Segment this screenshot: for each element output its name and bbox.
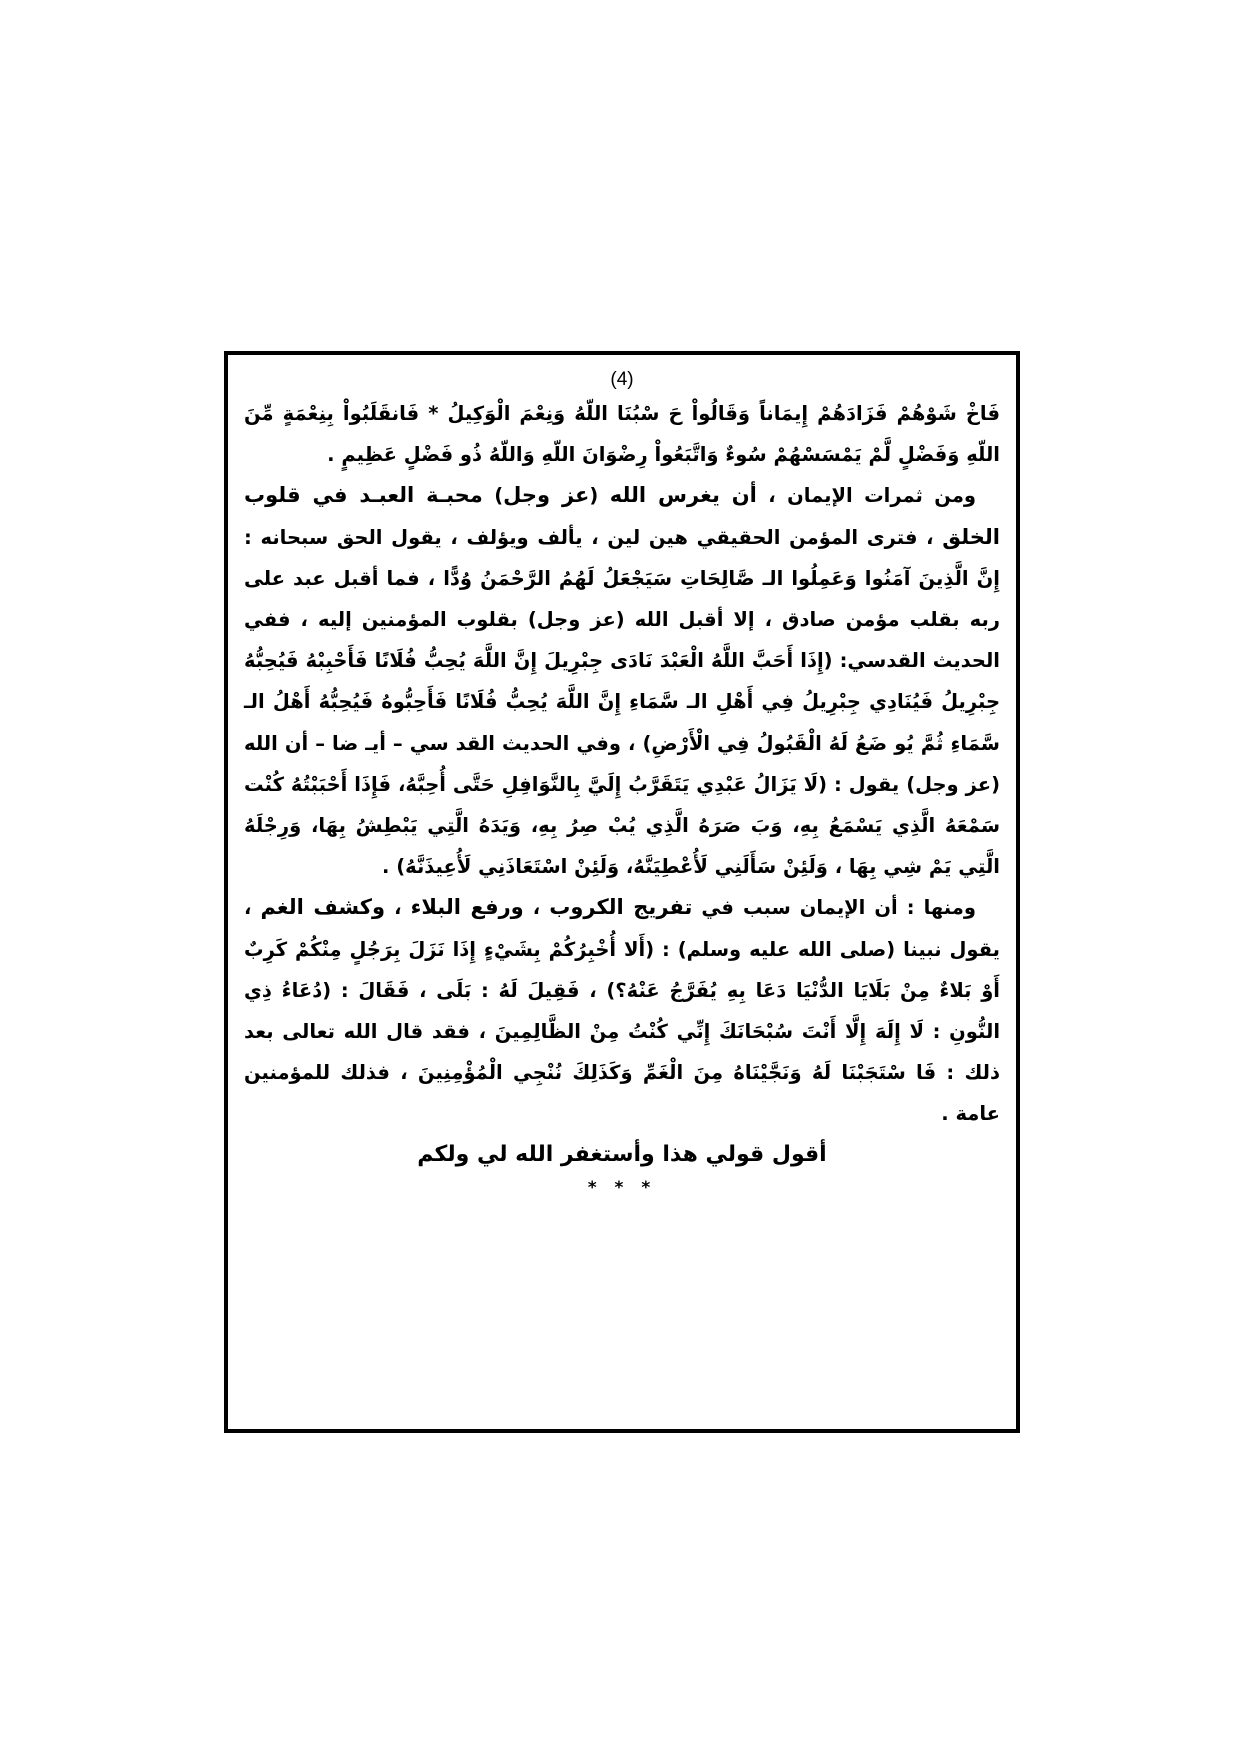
paragraph-text: ، — [523, 896, 550, 920]
highlight-phrase: ورفع البلاء — [410, 895, 524, 920]
paragraph-text: ، يقول نبينا (صلى الله عليه وسلم) : (أَلا أُخْبِرُكُمْ بِشَيْءٍ إِذَا نَزَلَ بِرَجُلٍ مِنْكُمْ كَرِبٌ أَوْ بَلاءٌ مِنْ بَلَايَا الدُّنْيَا دَعَا بِهِ يُفَرَّجُ عَنْهُ؟) ، فَقِيلَ لَهُ : بَلَى ، فَقَالَ : (دُعَاءُ ذِي النُّونِ : لَا إِلَهَ إِلَّا أَنْتَ سُبْحَانَكَ إِنِّي كُنْتُ مِنْ الظَّالِمِينَ ، فقد قال الله تعالى بعد ذلك : فَا سْتَجَبْنَا لَهُ وَنَجَّيْنَاهُ مِنَ الْغَمِّ وَكَذَلِكَ نُنْجِي الْمُؤْمِنِينَ ، فذلك للمؤمنين عامة . — [244, 896, 1000, 1126]
highlight-phrase: محبـة العبـد في قلوب الخلق — [244, 483, 1000, 549]
relief-paragraph — [244, 887, 1000, 1134]
closing-line: أقول قولي هذا وأستغفر الله لي ولكم — [417, 1141, 827, 1167]
page-number: (4) — [610, 369, 634, 390]
paragraph-text: ومنها : أن الإيمان سبب في — [692, 896, 976, 920]
highlight-phrase: أن يغرس الله — [609, 483, 757, 508]
page-frame — [224, 351, 1020, 1433]
paragraph-text: ( — [589, 484, 610, 508]
paragraph-text: ) — [482, 484, 504, 508]
paragraph-text: ، فترى المؤمن الحقيقي هين لين ، يألف ويؤلف ، يقول الحق سبحانه : إِنَّ الَّذِينَ آمَنُوا وَعَمِلُوا الـ صَّالِحَاتِ سَيَجْعَلُ لَهُمُ الرَّحْمَنُ وُدًّا ، فما أقبل عبد على ربه بقلب مؤمن صادق ، إلا أقبل الله (عز وجل) بقلوب المؤمنين إليه ، ففي الحديث القدسي: (إِذَا أَحَبَّ اللَّهُ الْعَبْدَ نَادَى جِبْرِيلَ إِنَّ اللَّهَ يُحِبُّ فُلَانًا فَأَحْبِبْهُ فَيُحِبُّهُ جِبْرِيلُ فَيُنَادِي جِبْرِيلُ فِي أَهْلِ الـ سَّمَاءِ إِنَّ اللَّهَ يُحِبُّ فُلَانًا فَأَحِبُّوهُ فَيُحِبُّهُ أَهْلُ الـ سَّمَاءِ ثُمَّ يُو ضَعُ لَهُ الْقَبُولُ فِي الْأَرْضِ) ، وفي الحديث القد سي – أيـ ضا – أن الله (عز وجل) يقول : (لَا يَزَالُ عَبْدِي يَتَقَرَّبُ إِلَيَّ بِالنَّوَافِلِ حَتَّى أُحِبَّهُ، فَإِذَا أَحْبَبْتُهُ كُنْت سَمْعَهُ الَّذِي يَسْمَعُ بِهِ، وَبَ صَرَهُ الَّذِي يُبْ صِرُ بِهِ، وَيَدَهُ الَّتِي يَبْطِشُ بِهَا، وَرِجْلَهُ الَّتِي يَمْ شِي بِهَا ، وَلَئِنْ سَأَلَنِي لَأُعْطِيَنَّهُ، وَلَئِنْ اسْتَعَاذَنِي لَأُعِيذَنَّهُ) . — [244, 525, 1000, 879]
paragraph-text: ، — [385, 896, 411, 920]
highlight-phrase: عز وجل — [503, 483, 590, 508]
faith-fruits-paragraph — [244, 475, 1000, 887]
quran-verse-paragraph: فَاخْ شَوْهُمْ فَزَادَهُمْ إِيمَاناً وَقَالُواْ حَ سْبُنَا اللّهُ وَنِعْمَ الْوَكِيلُ * فَانقَلَبُواْ بِنِعْمَةٍ مِّنَ اللّهِ وَفَضْلٍ لَّمْ يَمْسَسْهُمْ سُوءٌ وَاتَّبَعُواْ رِضْوَانَ اللّهِ وَاللّهُ ذُو فَضْلٍ عَظِيمٍ . — [244, 402, 1000, 467]
paragraph-text: ومن ثمرات الإيمان ، — [756, 484, 977, 508]
section-separator: * * * — [587, 1177, 657, 1198]
highlight-phrase: تفريج الكروب — [549, 895, 693, 920]
highlight-phrase: وكشف الغم — [260, 895, 386, 920]
document-body — [244, 393, 1000, 1201]
